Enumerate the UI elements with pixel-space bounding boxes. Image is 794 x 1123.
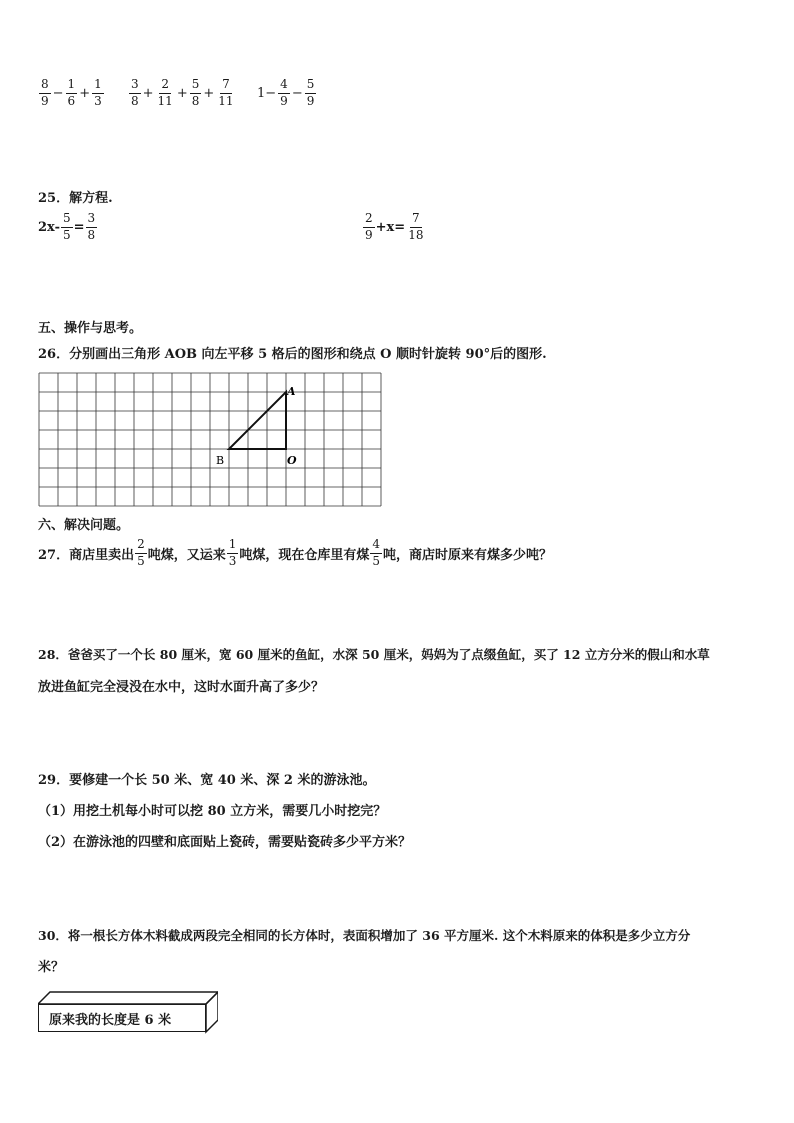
fraction: $\frac{1}{3}$ [94, 77, 102, 108]
operator: + [203, 85, 215, 101]
fraction: $\frac{3}{8}$ [131, 77, 139, 108]
expression-lead: 1− [257, 85, 277, 101]
question-25-title: 25．解方程. [38, 191, 113, 206]
question-28-line-2: 放进鱼缸完全浸没在水中，这时水面升高了多少？ [38, 680, 325, 695]
fraction: $\frac{4}{9}$ [280, 77, 288, 108]
fraction: $\frac{5}{5}$ [62, 211, 71, 242]
equals-sign: = [73, 219, 85, 235]
section-5-title: 五、操作与思考。 [38, 321, 143, 336]
fraction: $\frac{3}{8}$ [87, 211, 96, 242]
fraction: $\frac{1}{6}$ [67, 77, 76, 108]
question-30-line-2: 米？ [38, 960, 65, 975]
fraction: $\frac{5}{9}$ [306, 77, 315, 108]
label-o: O [287, 454, 297, 467]
question-30-line-1: 30．将一根长方体木料截成两段完全相同的长方体时，表面积增加了 36 平方厘米. 这个木料原来的体积是多少立方分 [38, 928, 691, 943]
label-a: A [287, 385, 296, 398]
triangle-aob [229, 392, 286, 449]
calc-expression-1 [38, 78, 105, 109]
fraction: $\frac{5}{8}$ [191, 77, 200, 108]
fraction: $\frac{1}{3}$ [228, 537, 237, 568]
equation-2 [362, 212, 426, 243]
question-27: 27．商店里卖出 $\frac{2}{5}$ 吨煤，又运来 $\frac{1}{3}$ 吨煤，现在仓库里有煤 $\frac{4}{5}$ 吨，商店时原来有煤多少吨？ [38, 537, 553, 568]
fraction: $\frac{2}{11}$ [157, 77, 173, 108]
question-28-line-1: 28．爸爸买了一个长 80 厘米，宽 60 厘米的鱼缸，水深 50 厘米，妈妈为了点缀鱼缸，买了 12 立方分米的假山和水草 [38, 647, 710, 662]
grid-figure [38, 372, 384, 508]
operator: − [291, 85, 303, 101]
fraction: $\frac{2}{9}$ [365, 211, 373, 242]
operator: + [142, 85, 154, 101]
label-b: B [216, 454, 225, 467]
fraction: $\frac{7}{18}$ [408, 211, 424, 242]
question-26-text: 26．分别画出三角形 AOB 向左平移 5 格后的图形和绕点 O 顺时针旋转 90°后的图形. [38, 347, 547, 362]
fraction: $\frac{8}{9}$ [41, 77, 49, 108]
calc-expression-3 [256, 78, 317, 109]
calc-expression-2 [128, 78, 237, 109]
question-29-sub-2: （2）在游泳池的四壁和底面贴上瓷砖，需要贴瓷砖多少平方米？ [38, 835, 412, 850]
equation-lead: 2x- [38, 219, 60, 235]
operator: + [79, 85, 91, 101]
fraction: $\frac{2}{5}$ [137, 537, 145, 568]
section-6-title: 六、解决问题。 [38, 518, 130, 533]
question-29-line-1: 29．要修建一个长 50 米、宽 40 米、深 2 米的游泳池。 [38, 773, 376, 788]
question-29-sub-1: （1）用挖土机每小时可以挖 80 立方米，需要几小时挖完？ [38, 804, 387, 819]
fraction: $\frac{4}{5}$ [372, 537, 381, 568]
equation-middle: +x= [375, 219, 406, 235]
fraction: $\frac{7}{11}$ [218, 77, 234, 108]
wooden-block-label: 原来我的长度是 6 米 [38, 1004, 206, 1032]
equation-1 [38, 212, 98, 243]
operator: − [52, 85, 64, 101]
operator: + [176, 85, 188, 101]
